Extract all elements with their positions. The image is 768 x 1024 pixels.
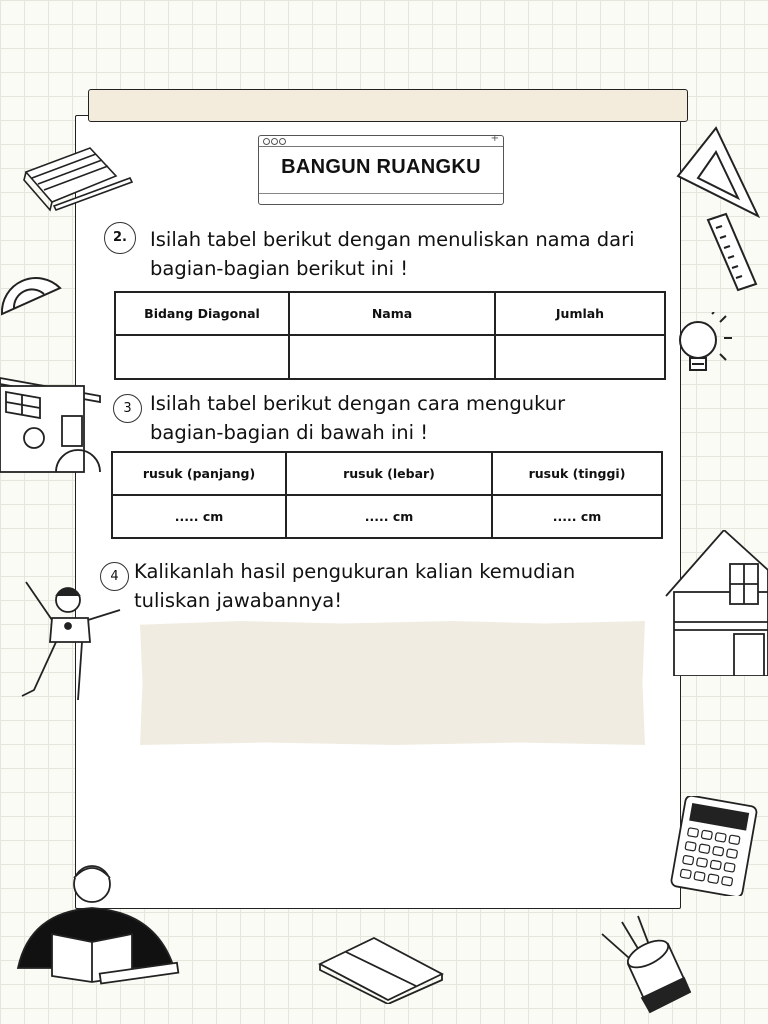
table-row xyxy=(115,335,665,379)
question-text-line: tuliskan jawabannya! xyxy=(134,589,343,612)
page-title: BANGUN RUANGKU xyxy=(281,156,481,178)
pencil-cup-icon xyxy=(598,914,694,1014)
house-icon xyxy=(0,360,104,474)
window-dot-icon xyxy=(263,138,270,145)
title-window xyxy=(258,135,504,205)
table-header-cell: rusuk (lebar) xyxy=(286,452,492,495)
window-dot-icon xyxy=(279,138,286,145)
answer-table xyxy=(114,291,666,380)
title-window-bar xyxy=(259,133,503,147)
table-cell[interactable]: ..... cm xyxy=(492,495,662,538)
table-header-cell: Nama xyxy=(289,292,495,335)
ruler-icon xyxy=(704,212,760,292)
question-text xyxy=(150,225,635,283)
header-tape xyxy=(88,89,688,122)
lightbulb-icon xyxy=(670,312,734,378)
set-square-icon xyxy=(676,126,760,222)
calculator-icon xyxy=(664,796,760,896)
plus-icon: + xyxy=(490,133,499,144)
question-number: 4 xyxy=(100,562,129,591)
question-text-line: bagian-bagian di bawah ini ! xyxy=(150,421,429,444)
answer-area[interactable] xyxy=(140,621,645,745)
boy-reading-illustration xyxy=(10,856,186,992)
question-text xyxy=(150,389,565,447)
question-number: 2. xyxy=(104,222,136,254)
table-header-row xyxy=(112,452,662,495)
table-cell[interactable] xyxy=(495,335,665,379)
table-cell[interactable] xyxy=(115,335,289,379)
table-header-cell: rusuk (panjang) xyxy=(112,452,286,495)
answer-table xyxy=(111,451,663,539)
protractor-icon xyxy=(0,262,64,320)
question-text-line: Isilah tabel berikut dengan menuliskan nama dari xyxy=(150,228,635,251)
table-header-row xyxy=(115,292,665,335)
house-icon xyxy=(664,530,768,676)
table-header-cell: Bidang Diagonal xyxy=(115,292,289,335)
table-cell[interactable]: ..... cm xyxy=(286,495,492,538)
table-header-cell: Jumlah xyxy=(495,292,665,335)
title-window-underline xyxy=(259,193,503,194)
window-dot-icon xyxy=(271,138,278,145)
girl-illustration xyxy=(8,576,128,706)
question-number: 3 xyxy=(113,394,142,423)
notebook-pencil-icon xyxy=(18,140,138,212)
table-header-cell: rusuk (tinggi) xyxy=(492,452,662,495)
table-cell[interactable] xyxy=(289,335,495,379)
question-text-line: Isilah tabel berikut dengan cara mengukur xyxy=(150,392,566,415)
question-text-line: bagian-bagian berikut ini ! xyxy=(150,257,409,280)
question-text-line: Kalikanlah hasil pengukuran kalian kemudian xyxy=(134,560,576,583)
question-text xyxy=(134,557,575,615)
table-cell[interactable]: ..... cm xyxy=(112,495,286,538)
table-row xyxy=(112,495,662,538)
open-book-icon xyxy=(316,934,448,1004)
